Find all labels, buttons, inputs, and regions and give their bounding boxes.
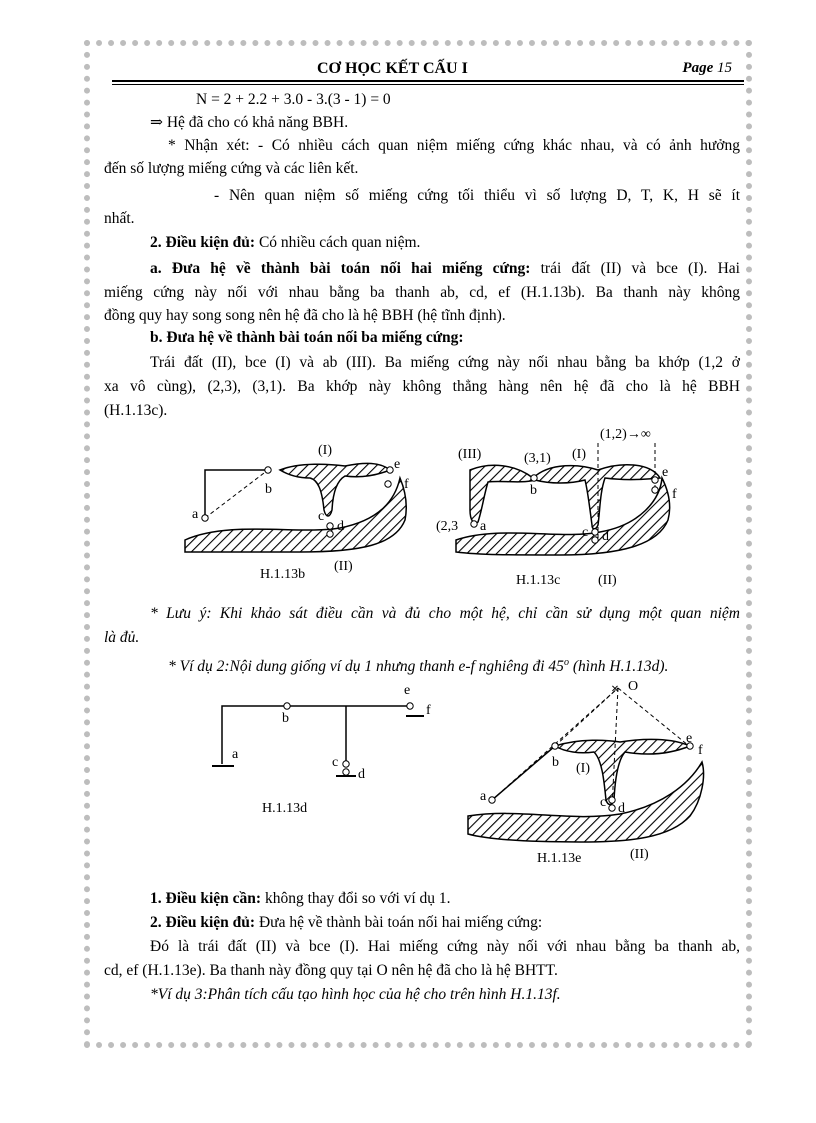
- label-II: (II): [630, 847, 649, 862]
- label-2-3: (2,3: [436, 519, 459, 534]
- text-line: * Nhận xét: - Có nhiều cách quan niệm miếng cứng khác nhau, và có ảnh hưởng: [168, 137, 740, 154]
- label-II: (II): [598, 573, 617, 588]
- label-III: (III): [458, 447, 482, 462]
- text-line: 2. Điều kiện đủ: Đưa hệ về thành bài toán nối hai miếng cứng:: [150, 914, 543, 931]
- text-line: miếng cứng này nối với nhau bằng ba thanh ab, cd, ef (H.1.13b). Ba thanh này không: [104, 284, 740, 301]
- label-d: d: [337, 519, 344, 534]
- label-b: b: [282, 711, 289, 726]
- label-a: a: [192, 507, 199, 522]
- label-b: b: [552, 755, 559, 770]
- label-b: b: [530, 483, 537, 498]
- example-line: * Ví dụ 2:Nội dung giống ví dụ 1 nhưng thanh e-f nghiêng đi 45$^o$ (hình H.1.13d).: [168, 657, 669, 676]
- figure-13e: [468, 679, 704, 866]
- label-f: f: [698, 743, 703, 758]
- figure-13d: [212, 683, 431, 816]
- header-title: CƠ HỌC KẾT CẤU I: [317, 60, 468, 77]
- text-line: 2. Điều kiện đủ: Có nhiều cách quan niệm.: [150, 234, 421, 251]
- label-d: d: [602, 529, 609, 544]
- note-line: là đủ.: [104, 629, 140, 646]
- label-c: c: [600, 795, 607, 810]
- label-f: f: [426, 703, 431, 718]
- label-b: b: [265, 482, 272, 497]
- example-line: *Ví dụ 3:Phân tích cấu tạo hình học của hệ cho trên hình H.1.13f.: [150, 986, 561, 1003]
- text-line: cd, ef (H.1.13e). Ba thanh này đồng quy tại O nên hệ đã cho là hệ BHTT.: [104, 962, 558, 979]
- text-line: đến số lượng miếng cứng và các liên kết.: [104, 160, 359, 177]
- label-I: (I): [576, 761, 590, 776]
- header-page: Page 15: [682, 60, 732, 76]
- label-e: e: [662, 465, 669, 480]
- label-e: e: [394, 457, 401, 472]
- text-line: đồng quy hay song song nên hệ đã cho là hệ BBH (hệ tĩnh định).: [104, 307, 506, 324]
- text-line: a. Đưa hệ về thành bài toán nối hai miếng cứng: trái đất (II) và bce (I). Hai: [150, 260, 740, 277]
- caption-13e: H.1.13e: [537, 851, 582, 866]
- note-line: * Lưu ý: Khi khảo sát điều cần và đủ cho một hệ, chỉ cần sử dụng một quan niệm: [150, 605, 740, 622]
- svg-text:×: ×: [611, 682, 619, 697]
- label-II: (II): [334, 559, 353, 574]
- text-line: Trái đất (II), bce (I) và ab (III). Ba miếng cứng này nối nhau bằng ba khớp (1,2 ở: [150, 354, 740, 371]
- label-e: e: [686, 731, 693, 746]
- label-f: f: [404, 477, 409, 492]
- label-1-2-infinity: (1,2)→∞: [600, 427, 651, 442]
- label-I: (I): [318, 443, 332, 458]
- figure-13b-13c: [0, 420, 816, 600]
- label-d: d: [358, 767, 365, 782]
- figure-13d-13e: [0, 672, 816, 872]
- label-c: c: [582, 525, 589, 540]
- text-line: (H.1.13c).: [104, 402, 168, 419]
- caption-13c: H.1.13c: [516, 573, 561, 588]
- label-O: O: [628, 679, 639, 694]
- formula-line: N = 2 + 2.2 + 3.0 - 3.(3 - 1) = 0: [196, 91, 391, 108]
- label-c: c: [318, 509, 325, 524]
- caption-13b: H.1.13b: [260, 567, 306, 582]
- header-rule: [112, 80, 744, 82]
- caption-13d: H.1.13d: [262, 801, 308, 816]
- label-a: a: [480, 519, 487, 534]
- text-line: nhất.: [104, 210, 135, 227]
- text-line: - Nên quan niệm số miếng cứng tối thiểu vì số lượng D, T, K, H sẽ ít: [214, 187, 740, 204]
- label-I: (I): [572, 447, 586, 462]
- label-f: f: [672, 487, 677, 502]
- label-d: d: [618, 801, 625, 816]
- text-line: 1. Điều kiện cần: không thay đổi so với ví dụ 1.: [150, 890, 451, 907]
- page-header: [112, 58, 744, 80]
- label-a: a: [232, 747, 239, 762]
- text-line: xa vô cùng), (2,3), (3,1). Ba khớp này không thẳng hàng nên hệ đã cho là hệ BBH: [104, 378, 740, 395]
- label-a: a: [480, 789, 487, 804]
- label-e: e: [404, 683, 411, 698]
- text-line: b. Đưa hệ về thành bài toán nối ba miếng cứng:: [150, 329, 464, 346]
- label-3-1: (3,1): [524, 451, 551, 466]
- label-c: c: [332, 755, 339, 770]
- header-rule-thin: [112, 84, 744, 85]
- figure-13b: [185, 443, 409, 582]
- text-line: ⇒ Hệ đã cho có khả năng BBH.: [150, 114, 349, 131]
- figure-13c: [436, 427, 677, 588]
- text-line: Đó là trái đất (II) và bce (I). Hai miếng cứng này nối với nhau bằng ba thanh ab,: [150, 938, 740, 955]
